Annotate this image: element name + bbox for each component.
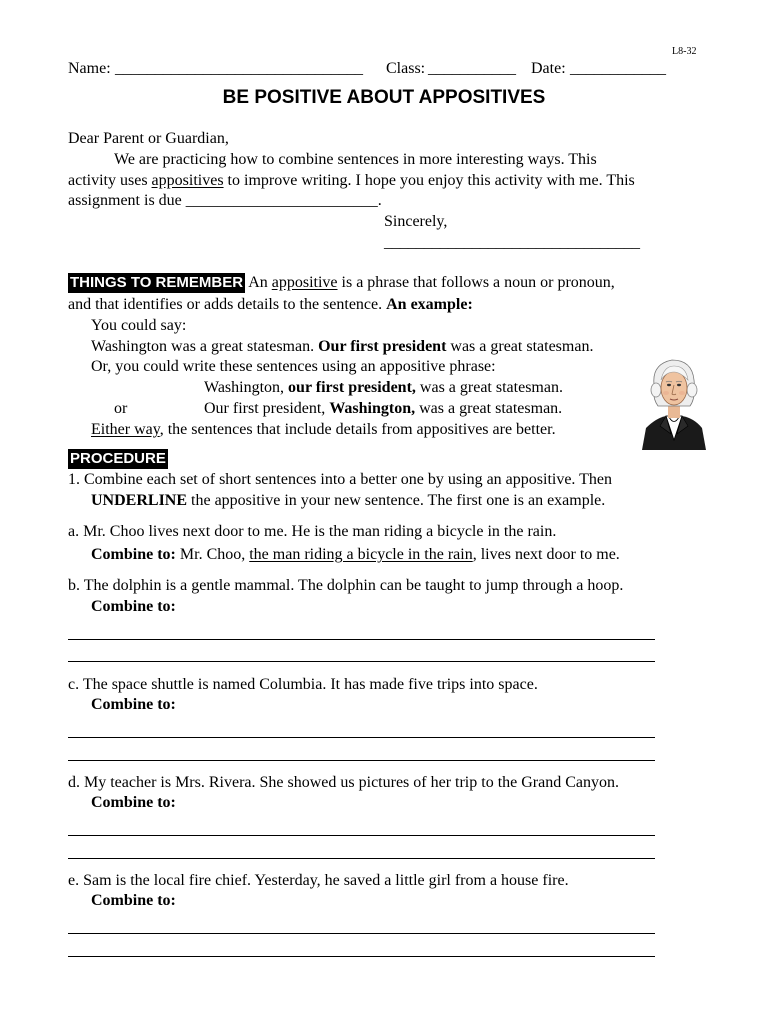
procedure-step-1-end: the appositive in your new sentence. The first one is an example. — [187, 492, 606, 509]
answer-line[interactable] — [68, 933, 655, 934]
item-e-text: Sam is the local fire chief. Yesterday, he saved a little girl from a house fire. — [83, 872, 569, 889]
underline-instruction: UNDERLINE — [91, 492, 188, 509]
signature-field[interactable]: ________________________________ — [384, 234, 640, 251]
combine-label: Combine to: — [91, 696, 176, 713]
name-field[interactable]: _______________________________ — [115, 60, 363, 77]
remember-line-4 — [91, 339, 593, 355]
either-way-term: Either way — [91, 421, 160, 438]
remember-l7-pre: Our first president, — [204, 400, 330, 417]
item-b-prompt — [68, 578, 623, 594]
remember-line-8 — [91, 422, 556, 438]
item-b-letter: b. — [68, 577, 80, 594]
date-field[interactable]: ____________ — [570, 60, 666, 77]
letter-line-1: We are practicing how to combine sentences in more interesting ways. This — [114, 151, 597, 168]
george-washington-portrait — [640, 354, 708, 450]
remember-line-7 — [204, 401, 562, 417]
letter-line-2-start: activity uses — [68, 172, 152, 189]
procedure-step-1: 1. Combine each set of short sentences into a better one by using an appositive. Then — [68, 471, 613, 488]
item-a-answer-post: , lives next door to me. — [472, 546, 620, 563]
procedure-heading: PROCEDURE — [70, 450, 166, 467]
item-c-text: The space shuttle is named Columbia. It has made five trips into space. — [82, 676, 538, 693]
example-label: An example: — [386, 296, 473, 313]
remember-l6-post: was a great statesman. — [415, 379, 563, 396]
page-code: L8-32 — [672, 46, 697, 57]
item-a-prompt — [68, 524, 556, 540]
letter-greeting: Dear Parent or Guardian, — [68, 130, 229, 147]
name-label: Name: — [68, 60, 111, 77]
appositives-term: appositives — [151, 172, 224, 189]
item-d-letter: d. — [68, 774, 80, 791]
item-a-appositive: the man riding a bicycle in the rain — [249, 546, 473, 563]
combine-label: Combine to: — [91, 794, 176, 811]
answer-line[interactable] — [68, 835, 655, 836]
letter-line-2 — [68, 173, 635, 189]
item-d-prompt — [68, 775, 619, 791]
answer-line[interactable] — [68, 737, 655, 738]
item-a-answer-pre: Mr. Choo, — [175, 546, 250, 563]
remember-line-2 — [68, 297, 473, 313]
due-date-field[interactable]: ________________________ — [185, 192, 378, 209]
remember-l4-post: was a great statesman. — [446, 338, 594, 355]
page-title: BE POSITIVE ABOUT APPOSITIVES — [222, 87, 546, 108]
item-b-text: The dolphin is a gentle mammal. The dolphin can be taught to jump through a hoop. — [83, 577, 624, 594]
remember-l6-pre: Washington, — [204, 379, 289, 396]
item-e-letter: e. — [68, 872, 80, 889]
answer-line[interactable] — [68, 956, 655, 957]
remember-line-1 — [68, 275, 615, 291]
letter-line-3 — [68, 193, 382, 209]
answer-line[interactable] — [68, 639, 655, 640]
combine-label: Combine to: — [91, 546, 176, 563]
remember-l2-pre: and that identifies or adds details to the sentence. — [68, 296, 387, 313]
answer-line[interactable] — [68, 760, 655, 761]
remember-or: or — [114, 400, 128, 417]
remember-l1-pre: An — [245, 274, 272, 291]
letter-closing: Sincerely, — [384, 213, 448, 230]
item-d-text: My teacher is Mrs. Rivera. She showed us pictures of her trip to the Grand Canyon. — [84, 774, 619, 791]
remember-l7-bold: Washington, — [329, 400, 416, 417]
procedure-step-1-cont — [91, 493, 605, 509]
appositive-term: appositive — [271, 274, 338, 291]
remember-line-3: You could say: — [91, 317, 187, 334]
item-c-prompt — [68, 677, 538, 693]
class-label: Class: — [386, 60, 426, 77]
letter-line-2-end: to improve writing. I hope you enjoy this activity with me. This — [223, 172, 635, 189]
item-e-prompt — [68, 873, 569, 889]
combine-label: Combine to: — [91, 892, 176, 909]
item-c-letter: c. — [68, 676, 80, 693]
remember-l1-post: is a phrase that follows a noun or pronoun, — [337, 274, 615, 291]
combine-label: Combine to: — [91, 598, 176, 615]
due-label: assignment is due — [68, 192, 186, 209]
remember-line-5: Or, you could write these sentences using an appositive phrase: — [91, 358, 496, 375]
remember-l7-post: was a great statesman. — [415, 400, 563, 417]
remember-heading: THINGS TO REMEMBER — [70, 274, 244, 291]
remember-l6-bold: our first president, — [288, 379, 416, 396]
item-a-answer — [91, 547, 620, 563]
remember-l4-pre: Washington was a great statesman. — [91, 338, 319, 355]
item-a-text: Mr. Choo lives next door to me. He is the man riding a bicycle in the rain. — [83, 523, 557, 540]
answer-line[interactable] — [68, 661, 655, 662]
remember-l8-post: , the sentences that include details from appositives are better. — [159, 421, 556, 438]
answer-line[interactable] — [68, 858, 655, 859]
due-period: . — [377, 192, 382, 209]
remember-line-6 — [204, 380, 563, 396]
remember-l4-bold: Our first president — [318, 338, 447, 355]
procedure-heading-wrap — [68, 451, 168, 467]
date-label: Date: — [531, 60, 566, 77]
item-a-letter: a. — [68, 523, 80, 540]
class-field[interactable]: ___________ — [428, 60, 516, 77]
